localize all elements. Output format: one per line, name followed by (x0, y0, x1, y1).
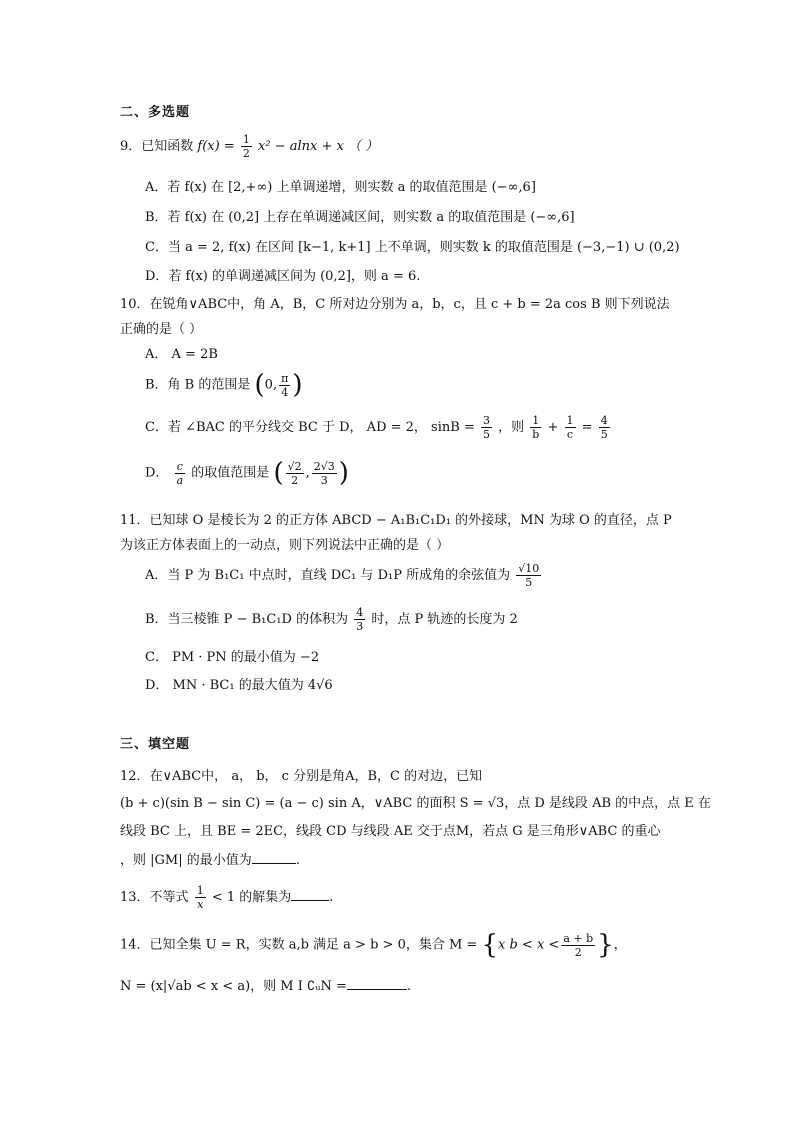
q10-c-frac3-den: c (566, 428, 574, 441)
q10-c-mid: ，则 (498, 420, 525, 435)
q11-a-text: A．当 P 为 B₁C₁ 中点时，直线 DC₁ 与 D₁P 所成角的余弦值为 (145, 568, 511, 583)
q9-frac-den: 2 (242, 147, 250, 160)
q10-c-frac2 (530, 414, 541, 441)
q11-a-frac (516, 562, 541, 589)
q10-b-frac-num: π (281, 371, 289, 385)
q10-option-c (145, 414, 612, 441)
q13-text: 13．不等式 (120, 890, 189, 905)
q10-d-f2-num: 2√3 (313, 459, 335, 473)
q9-func-lhs: f(x) = (197, 139, 235, 154)
q10-option-d: D． $\frac{c}{a}$ 的取值范围是 ( $\frac{√2}{2}$ , $\frac{2√3}{3}$ ) (145, 458, 349, 488)
question-10-stem-line1: 10．在锐角∨ABC中，角 A，B，C 所对边分别为 a，b，c，且 c + b = 2a cos B 则下列说法 (120, 297, 670, 312)
q10-b-fraction (279, 372, 290, 399)
question-14-line2 (120, 975, 411, 994)
question-13 (120, 884, 333, 911)
q9-frac-num: 1 (242, 133, 250, 146)
q11-a-frac-den: 5 (525, 576, 533, 589)
q10-c-frac1-den: 5 (482, 428, 490, 441)
q13-answer-blank[interactable] (291, 888, 329, 901)
question-11-stem-line2: 为该正方体表面上的一动点，则下列说法中正确的是（ ） (120, 538, 450, 553)
q14-l2-text: N = (x|√ab < x < a)，则 M I ∁ᵤN = (120, 979, 347, 994)
q13-frac-num: 1 (196, 884, 204, 897)
q14-frac-num: a + b (563, 931, 594, 945)
q9-func-rest: x² − alnx + x （ ） (258, 139, 379, 154)
q14-answer-blank[interactable] (347, 977, 407, 990)
question-9-stem (120, 133, 378, 160)
q9-option-d: D．若 f(x) 的单调递减区间为 (0,2]，则 a = 6. (145, 269, 421, 284)
q10-d-frac-den: a (176, 473, 184, 487)
q11-option-b (145, 606, 518, 633)
q12-l4-end: . (295, 853, 300, 868)
q10-c-frac1 (481, 414, 492, 441)
question-11-stem-line1: 11．已知球 O 是棱长为 2 的正方体 ABCD − A₁B₁C₁D₁ 的外接球，MN 为球 O 的直径，点 P (120, 513, 672, 528)
q13-end: . (329, 890, 334, 905)
q14-l1-end: ， (613, 937, 627, 953)
q12-answer-blank[interactable] (252, 851, 296, 864)
question-12-line4 (120, 849, 300, 868)
q11-b-frac-den: 3 (356, 620, 364, 633)
question-12-line3: 线段 BC 上，且 BE = 2EC，线段 CD 与线段 AE 交于点M，若点 G 是三角形∨ABC 的重心 (120, 824, 661, 839)
q13-frac-den: x (197, 898, 204, 911)
q10-d-paren-close: ) (338, 458, 349, 488)
q11-option-d: D． MN · BC₁ 的最大值为 4√6 (145, 678, 333, 693)
q9-option-b: B．若 f(x) 在 (0,2] 上存在单调递减区间，则实数 a 的取值范围是 (−∞,6] (145, 210, 575, 225)
q9-fraction (241, 133, 252, 160)
q14-l1-text: 14．已知全集 U = R，实数 a,b 满足 a > b > 0，集合 M = (120, 937, 478, 953)
q9-stem-text: 9．已知函数 (120, 139, 194, 154)
q10-option-b (145, 370, 302, 400)
q9-option-c: C．当 a = 2, f(x) 在区间 [k−1, k+1] 上不单调，则实数 k 的取值范围是 (−3,−1) ∪ (0,2) (145, 240, 680, 255)
q13-frac (195, 884, 206, 911)
q10-c-frac3 (565, 414, 576, 441)
question-10-stem-line2: 正确的是（ ） (120, 322, 203, 337)
q10-c-plus: + (547, 420, 559, 435)
q10-c-frac2-den: b (532, 428, 540, 441)
q10-d-mid: 的取值范围是 (191, 465, 270, 481)
q10-d-f1-den: 2 (291, 473, 299, 487)
q10-d-label: D． (145, 465, 169, 481)
q10-d-frac-num: c (176, 459, 183, 473)
q11-option-a (145, 562, 543, 589)
q11-b-post: 时，点 P 轨迹的长度为 2 (371, 612, 518, 627)
q10-c-frac3-num: 1 (566, 414, 574, 427)
section-title-fill-in: 三、填空题 (120, 737, 191, 752)
q10-b-frac-den: 4 (281, 385, 289, 399)
q10-b-paren-open: ( (254, 370, 265, 400)
question-12-line2: (b + c)(sin B − sin C) = (a − c) sin A，∨ABC 的面积 S = √3，点 D 是线段 AB 的中点，点 E 在 (120, 796, 711, 811)
q10-d-f2 (312, 460, 337, 487)
q14-set-left: x b < x < (498, 937, 560, 953)
q10-c-frac2-num: 1 (532, 414, 540, 427)
q10-d-paren-open: ( (273, 458, 284, 488)
question-12-line1: 12．在∨ABC中， a， b， c 分别是角A，B，C 的对边，已知 (120, 769, 483, 784)
q14-frac (561, 932, 595, 959)
q10-d-f2-den: 3 (320, 473, 328, 487)
q10-c-text: C．若 ∠BAC 的平分线交 BC 于 D， AD = 2， sinB = (145, 420, 475, 435)
q10-c-eq: = (581, 420, 593, 435)
q12-l4-text: ，则 |GM| 的最小值为 (120, 853, 252, 868)
q11-b-frac-num: 4 (356, 606, 364, 619)
section-title-multi-choice: 二、多选题 (120, 105, 191, 120)
q14-brace-close: } (597, 930, 614, 960)
q9-option-a: A．若 f(x) 在 [2,+∞) 上单调递增，则实数 a 的取值范围是 (−∞,6] (145, 180, 536, 195)
q10-c-frac4-num: 4 (600, 414, 608, 427)
q11-option-c: C． PM · PN 的最小值为 −2 (145, 650, 320, 665)
q11-b-frac (354, 606, 365, 633)
q10-option-a: A． A = 2B (145, 347, 218, 362)
question-14-line1 (120, 930, 627, 960)
q10-b-paren-close: ) (292, 370, 303, 400)
q10-c-frac4-den: 5 (600, 428, 608, 441)
q14-brace-open: { (481, 930, 498, 960)
q10-d-frac (175, 460, 186, 487)
q10-d-f1-num: √2 (287, 459, 302, 473)
q10-b-interval-left: 0, (264, 377, 278, 393)
q14-l2-end: . (406, 979, 411, 994)
q11-b-text: B．当三棱锥 P − B₁C₁D 的体积为 (145, 612, 349, 627)
q10-d-f1 (286, 460, 304, 487)
q13-mid: < 1 的解集为 (211, 890, 292, 905)
q10-c-frac1-num: 3 (482, 414, 490, 427)
q10-b-text: B．角 B 的范围是 (145, 377, 251, 393)
q10-c-frac4 (599, 414, 610, 441)
q11-a-frac-num: √10 (518, 562, 540, 575)
q14-frac-den: 2 (574, 945, 582, 959)
